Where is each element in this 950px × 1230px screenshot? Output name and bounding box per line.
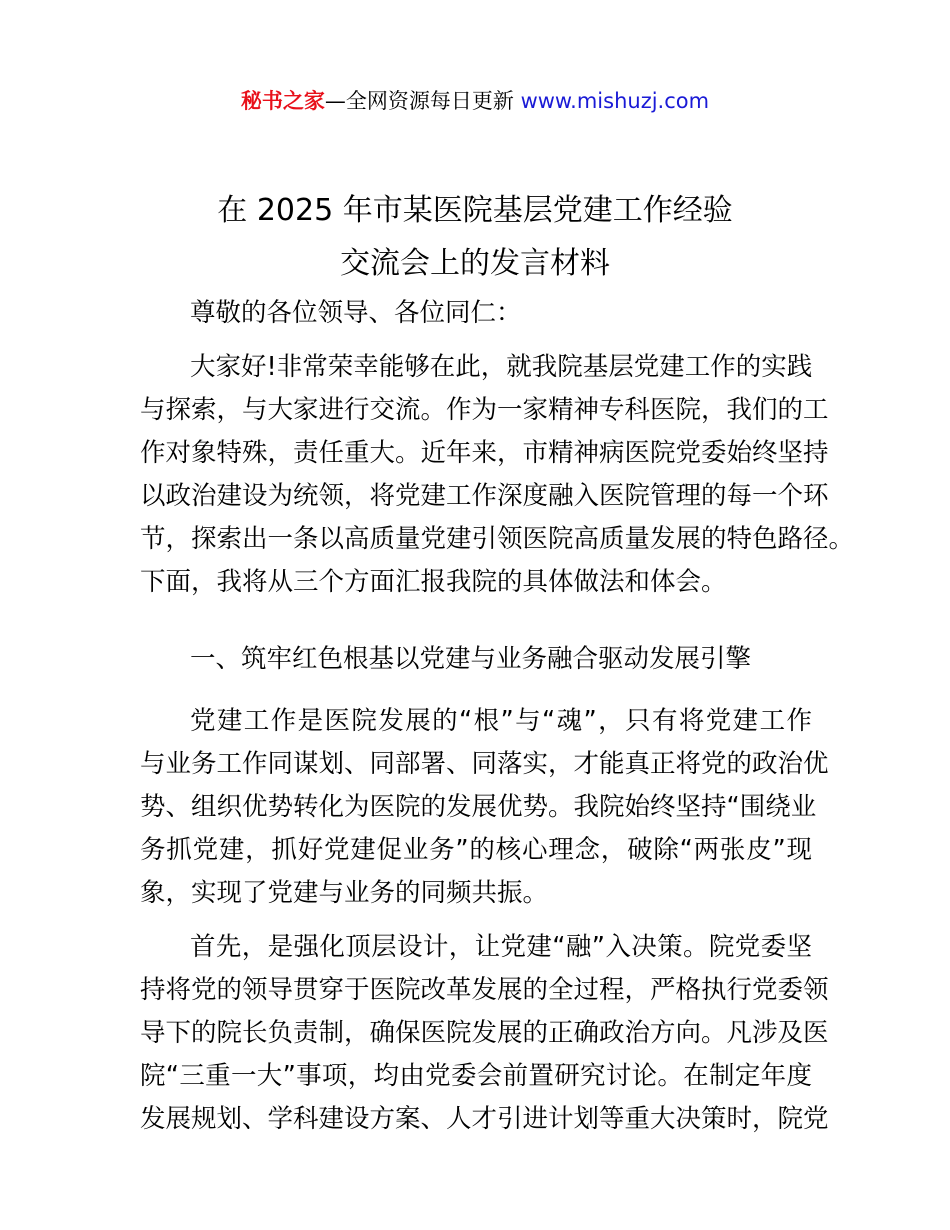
text-line: 节，探索出一条以高质量党建引领医院高质量发展的特色路径。: [140, 524, 855, 554]
text-line: 务抓党建，抓好党建促业务”的核心理念，破除“两张皮”现: [140, 835, 812, 865]
paragraph-first-point: [140, 926, 829, 1141]
title-line-2: 交流会上的发言材料: [340, 246, 610, 281]
paragraph-intro: [140, 346, 855, 604]
text-line: 势、组织优势转化为医院的发展优势。我院始终坚持“围绕业: [140, 792, 817, 822]
site-url-link[interactable]: www.mishuzj.com: [520, 89, 710, 113]
text-line: 院“三重一大”事项，均由党委会前置研究讨论。在制定年度: [140, 1061, 812, 1091]
text-line: 下面，我将从三个方面汇报我院的具体做法和体会。: [140, 567, 727, 597]
title-line-1: 在 2025 年市某医院基层党建工作经验: [217, 193, 733, 228]
text-line: 作对象特殊，责任重大。近年来，市精神病医院党委始终坚持: [140, 438, 829, 468]
text-line: 发展规划、学科建设方案、人才引进计划等重大决策时，院党: [140, 1104, 829, 1134]
brand-name: 秘书之家: [240, 89, 325, 113]
text-line: 以政治建设为统领，将党建工作深度融入医院管理的每一个环: [140, 481, 829, 511]
text-line: 与业务工作同谋划、同部署、同落实，才能真正将党的政治优: [140, 749, 829, 779]
document-body: [140, 292, 855, 1152]
salutation: [140, 292, 812, 335]
text-line: 党建工作是医院发展的“根”与“魂”，只有将党建工作: [190, 706, 812, 736]
section-heading-1: [140, 638, 812, 681]
text-line: 象，实现了党建与业务的同频共振。: [140, 878, 549, 908]
banner-tagline: —全网资源每日更新: [324, 89, 514, 113]
text-line: 尊敬的各位领导、各位同仁：: [190, 298, 522, 328]
site-banner: [0, 86, 950, 116]
text-line: 首先，是强化顶层设计，让党建“融”入决策。院党委坚: [190, 932, 812, 962]
text-line: 导下的院长负责制，确保医院发展的正确政治方向。凡涉及医: [140, 1018, 829, 1048]
text-line: 一、筑牢红色根基以党建与业务融合驱动发展引擎: [190, 644, 752, 674]
text-line: 大家好!非常荣幸能够在此，就我院基层党建工作的实践: [190, 352, 813, 382]
text-line: 持将党的领导贯穿于医院改革发展的全过程，严格执行党委领: [140, 975, 829, 1005]
document-title: [0, 184, 950, 290]
paragraph-section-1: [140, 700, 829, 915]
text-line: 与探索，与大家进行交流。作为一家精神专科医院，我们的工: [140, 395, 829, 425]
